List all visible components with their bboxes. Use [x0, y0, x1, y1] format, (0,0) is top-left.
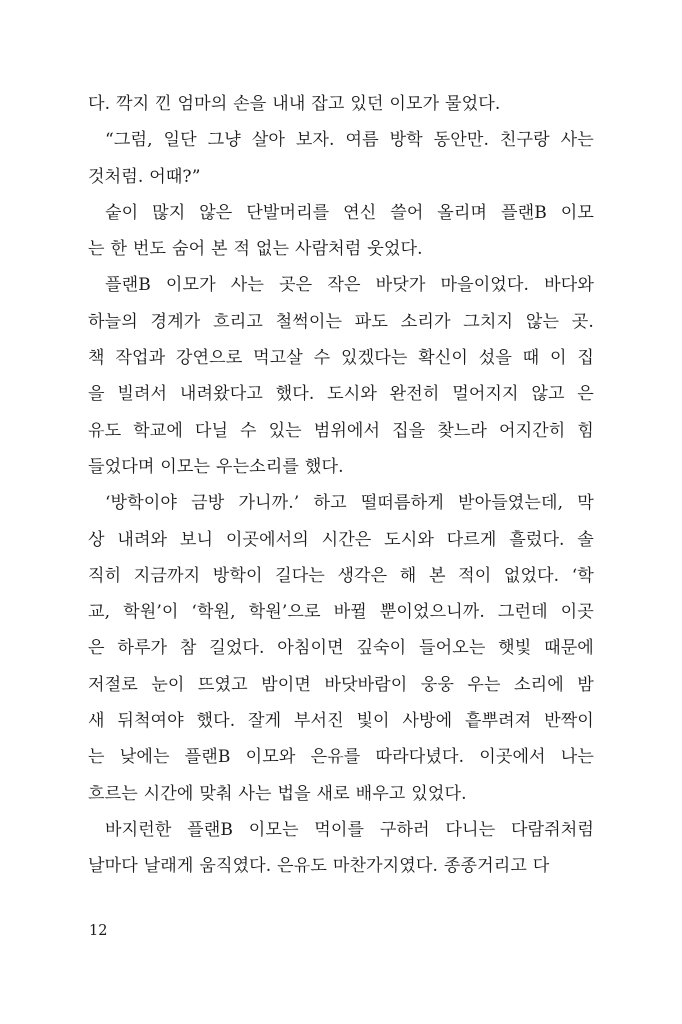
text-run: 찾느라	[437, 420, 488, 441]
text-line	[88, 667, 594, 703]
text-run: 잘게	[247, 711, 282, 732]
text-run: 교,	[88, 602, 111, 623]
text-run: 수	[240, 420, 257, 441]
text-run: 사는	[230, 275, 265, 296]
text-run: 생각은	[337, 565, 388, 586]
text-run: 수	[313, 348, 331, 369]
paragraph	[88, 485, 594, 812]
text-run: 그치지	[463, 311, 514, 332]
text-run: 동안만.	[433, 130, 490, 151]
text-run: 은	[88, 638, 105, 659]
text-line: 것처럼. 어때?”	[88, 166, 201, 187]
text-run: 힘	[577, 420, 594, 441]
text-run: 떨떠름하게	[360, 493, 444, 514]
text-run: 먹이를	[314, 819, 365, 840]
text-line: 들었다며 이모는 우는소리를 했다.	[88, 456, 344, 477]
text-run: 은	[577, 384, 594, 405]
text-run: 작은	[327, 275, 361, 296]
text-run: 솔	[577, 529, 594, 550]
text-run: 은유를	[310, 747, 361, 768]
text-run: 흩뿌려져	[464, 711, 532, 732]
text-run: 저절로	[88, 674, 138, 695]
text-run: 때	[522, 348, 540, 369]
text-run: 했다.	[275, 384, 315, 405]
text-run: 플랜B	[184, 747, 231, 768]
text-run: 도시와	[384, 529, 434, 550]
text-run: 학원’이	[123, 602, 179, 623]
text-run: ‘학원,	[191, 602, 236, 623]
text-run: 이곳에서의	[225, 529, 309, 550]
text-run: 이	[550, 348, 567, 369]
text-run: 다닐	[194, 420, 229, 441]
paragraph	[88, 86, 594, 122]
text-line: 날마다 날래게 움직였다. 은유도 마찬가지였다. 종종거리고 다	[88, 856, 550, 877]
text-line	[88, 376, 594, 412]
text-run: 금방	[191, 493, 225, 514]
text-run: 직히	[88, 565, 122, 586]
text-run: 방학이	[212, 565, 263, 586]
text-run: 곳은	[279, 275, 313, 296]
text-line	[88, 522, 594, 558]
text-run: 않고	[531, 384, 565, 405]
text-run: 섰을	[478, 348, 512, 369]
paragraph	[88, 812, 594, 885]
text-run: 이곳에서	[479, 747, 546, 768]
text-run: 일단	[163, 130, 197, 151]
text-run: 책	[88, 348, 105, 369]
text-run: 뒤척여야	[117, 711, 184, 732]
text-run: 멀어지지	[452, 384, 519, 405]
text-run: 참	[179, 638, 197, 659]
text-line	[88, 122, 594, 158]
paragraph	[88, 267, 594, 485]
text-run: 해	[399, 565, 417, 586]
body-text-block	[88, 86, 594, 885]
text-run: 확신이	[418, 348, 468, 369]
text-run: ‘방학이야	[105, 493, 177, 514]
text-run: 집을	[392, 420, 426, 441]
text-run: 낮에는	[119, 747, 170, 768]
text-line: 는 한 번도 숨어 본 적 없는 사람처럼 웃었다.	[88, 239, 423, 260]
text-line	[88, 630, 594, 666]
text-run: 내려와	[117, 529, 168, 550]
text-run: 밤	[577, 674, 594, 695]
text-line: 흐르는 시간에 맞춰 사는 법을 새로 배우고 있었다.	[88, 783, 467, 804]
text-run: 쓸어	[390, 202, 424, 223]
text-run: 하고	[313, 493, 347, 514]
text-run: 사는	[560, 130, 594, 151]
text-run: 빌려서	[117, 384, 168, 405]
text-run: 이모는	[248, 819, 299, 840]
text-run: 들어오는	[418, 638, 486, 659]
text-run: 밤이면	[261, 674, 311, 695]
text-run: 가니까.’	[238, 493, 300, 514]
text-line	[88, 739, 594, 775]
text-run: 마을이었다.	[440, 275, 530, 296]
text-run: 아침이면	[277, 638, 344, 659]
text-run: 뿐이었으니까.	[379, 602, 485, 623]
page-number: 12	[89, 923, 108, 939]
text-run: 부서진	[293, 711, 344, 732]
text-run: 바닷바람이	[324, 674, 408, 695]
text-run: 많지	[152, 202, 186, 223]
text-run: 연신	[343, 202, 377, 223]
text-run: ‘학	[571, 565, 594, 586]
text-run: 빛이	[356, 711, 390, 732]
text-run: 눈이	[151, 674, 185, 695]
text-run: 소리에	[514, 674, 564, 695]
text-line: 다. 깍지 낀 엄마의 손을 내내 잡고 있던 이모가 물었다.	[88, 94, 501, 114]
text-line	[88, 558, 594, 594]
text-line	[88, 812, 594, 848]
text-run: 플랜B	[187, 819, 234, 840]
text-run: 친구랑	[499, 130, 550, 151]
text-run: 적이	[458, 565, 492, 586]
text-run: 우는	[467, 674, 501, 695]
text-run: 그냥	[207, 130, 241, 151]
text-run: 시간은	[321, 529, 372, 550]
text-line	[88, 267, 594, 303]
text-line	[88, 594, 594, 630]
text-run: 강연으로	[175, 348, 243, 369]
text-run: 받아들였는데,	[457, 493, 564, 514]
text-run: 완전히	[389, 384, 440, 405]
text-run: 먹고살	[253, 348, 303, 369]
text-run: 않는	[525, 311, 560, 332]
text-run: 작업과	[115, 348, 166, 369]
text-run: 을	[88, 384, 105, 405]
text-run: 는	[88, 747, 105, 768]
text-run: 뜨였고	[197, 674, 248, 695]
text-run: 내려왔다고	[179, 384, 263, 405]
text-run: 바다와	[544, 275, 594, 296]
text-run: 상	[88, 529, 105, 550]
text-run: 햇빛	[498, 638, 532, 659]
text-run: 보니	[179, 529, 214, 550]
text-run: 않은	[199, 202, 233, 223]
text-run: 흘렀다.	[509, 529, 565, 550]
text-run: 본	[428, 565, 446, 586]
paragraph	[88, 195, 594, 268]
text-run: 길었다.	[209, 638, 265, 659]
text-run: 학교에	[133, 420, 183, 441]
text-run: 이모	[560, 202, 594, 223]
text-run: 바지런한	[105, 819, 172, 840]
text-run: “그럼,	[105, 130, 153, 151]
text-run: 범위에서	[313, 420, 381, 441]
text-run: 지금까지	[133, 565, 201, 586]
text-run: 바닷가	[375, 275, 426, 296]
text-run: 막	[577, 493, 594, 514]
text-run: 하늘의	[88, 311, 138, 332]
text-run: 반짝이	[544, 711, 594, 732]
text-run: 깊숙이	[356, 638, 407, 659]
text-run: 올리며	[437, 202, 488, 223]
text-run: 도시와	[327, 384, 377, 405]
text-line	[88, 340, 594, 376]
text-run: 살아	[251, 130, 285, 151]
text-line	[88, 485, 594, 521]
text-run: 다르게	[446, 529, 497, 550]
text-run: 이모가	[165, 275, 216, 296]
text-run: 웅웅	[420, 674, 455, 695]
text-run: 때문에	[544, 638, 594, 659]
text-run: 보자.	[295, 130, 335, 151]
text-run: 그런데	[497, 602, 548, 623]
text-run: 따라다녔다.	[375, 747, 465, 768]
text-run: 있는	[268, 420, 302, 441]
text-line	[88, 304, 594, 340]
text-run: 없었다.	[503, 565, 560, 586]
text-run: 여름	[345, 130, 379, 151]
text-run: 소리가	[400, 311, 451, 332]
text-run: 이모와	[245, 747, 296, 768]
text-line	[88, 413, 594, 449]
text-run: 이곳	[560, 602, 594, 623]
text-run: 학원’으로	[248, 602, 321, 623]
text-run: 단발머리를	[246, 202, 330, 223]
text-run: 숱이	[105, 202, 139, 223]
text-run: 바뀔	[333, 602, 367, 623]
text-run: 하루가	[117, 638, 168, 659]
text-run: 곳.	[571, 311, 594, 332]
text-run: 구하러	[379, 819, 430, 840]
text-run: 새	[88, 711, 105, 732]
paragraph	[88, 122, 594, 195]
text-run: 유도	[88, 420, 122, 441]
text-line	[88, 195, 594, 231]
text-run: 어지간히	[498, 420, 566, 441]
text-run: 플랜B	[500, 202, 547, 223]
text-line	[88, 703, 594, 739]
text-run: 집	[577, 348, 594, 369]
text-run: 철썩이는	[275, 311, 343, 332]
text-run: 했다.	[196, 711, 236, 732]
text-run: 경계가	[150, 311, 201, 332]
text-run: 흐리고	[213, 311, 263, 332]
text-run: 사방에	[402, 711, 453, 732]
text-run: 나는	[560, 747, 594, 768]
text-run: 다람쥐처럼	[510, 819, 594, 840]
text-run: 있겠다는	[340, 348, 408, 369]
text-run: 파도	[354, 311, 389, 332]
text-run: 플랜B	[105, 275, 151, 296]
text-run: 다니는	[445, 819, 496, 840]
text-run: 길다는	[275, 565, 325, 586]
text-run: 방학	[389, 130, 423, 151]
